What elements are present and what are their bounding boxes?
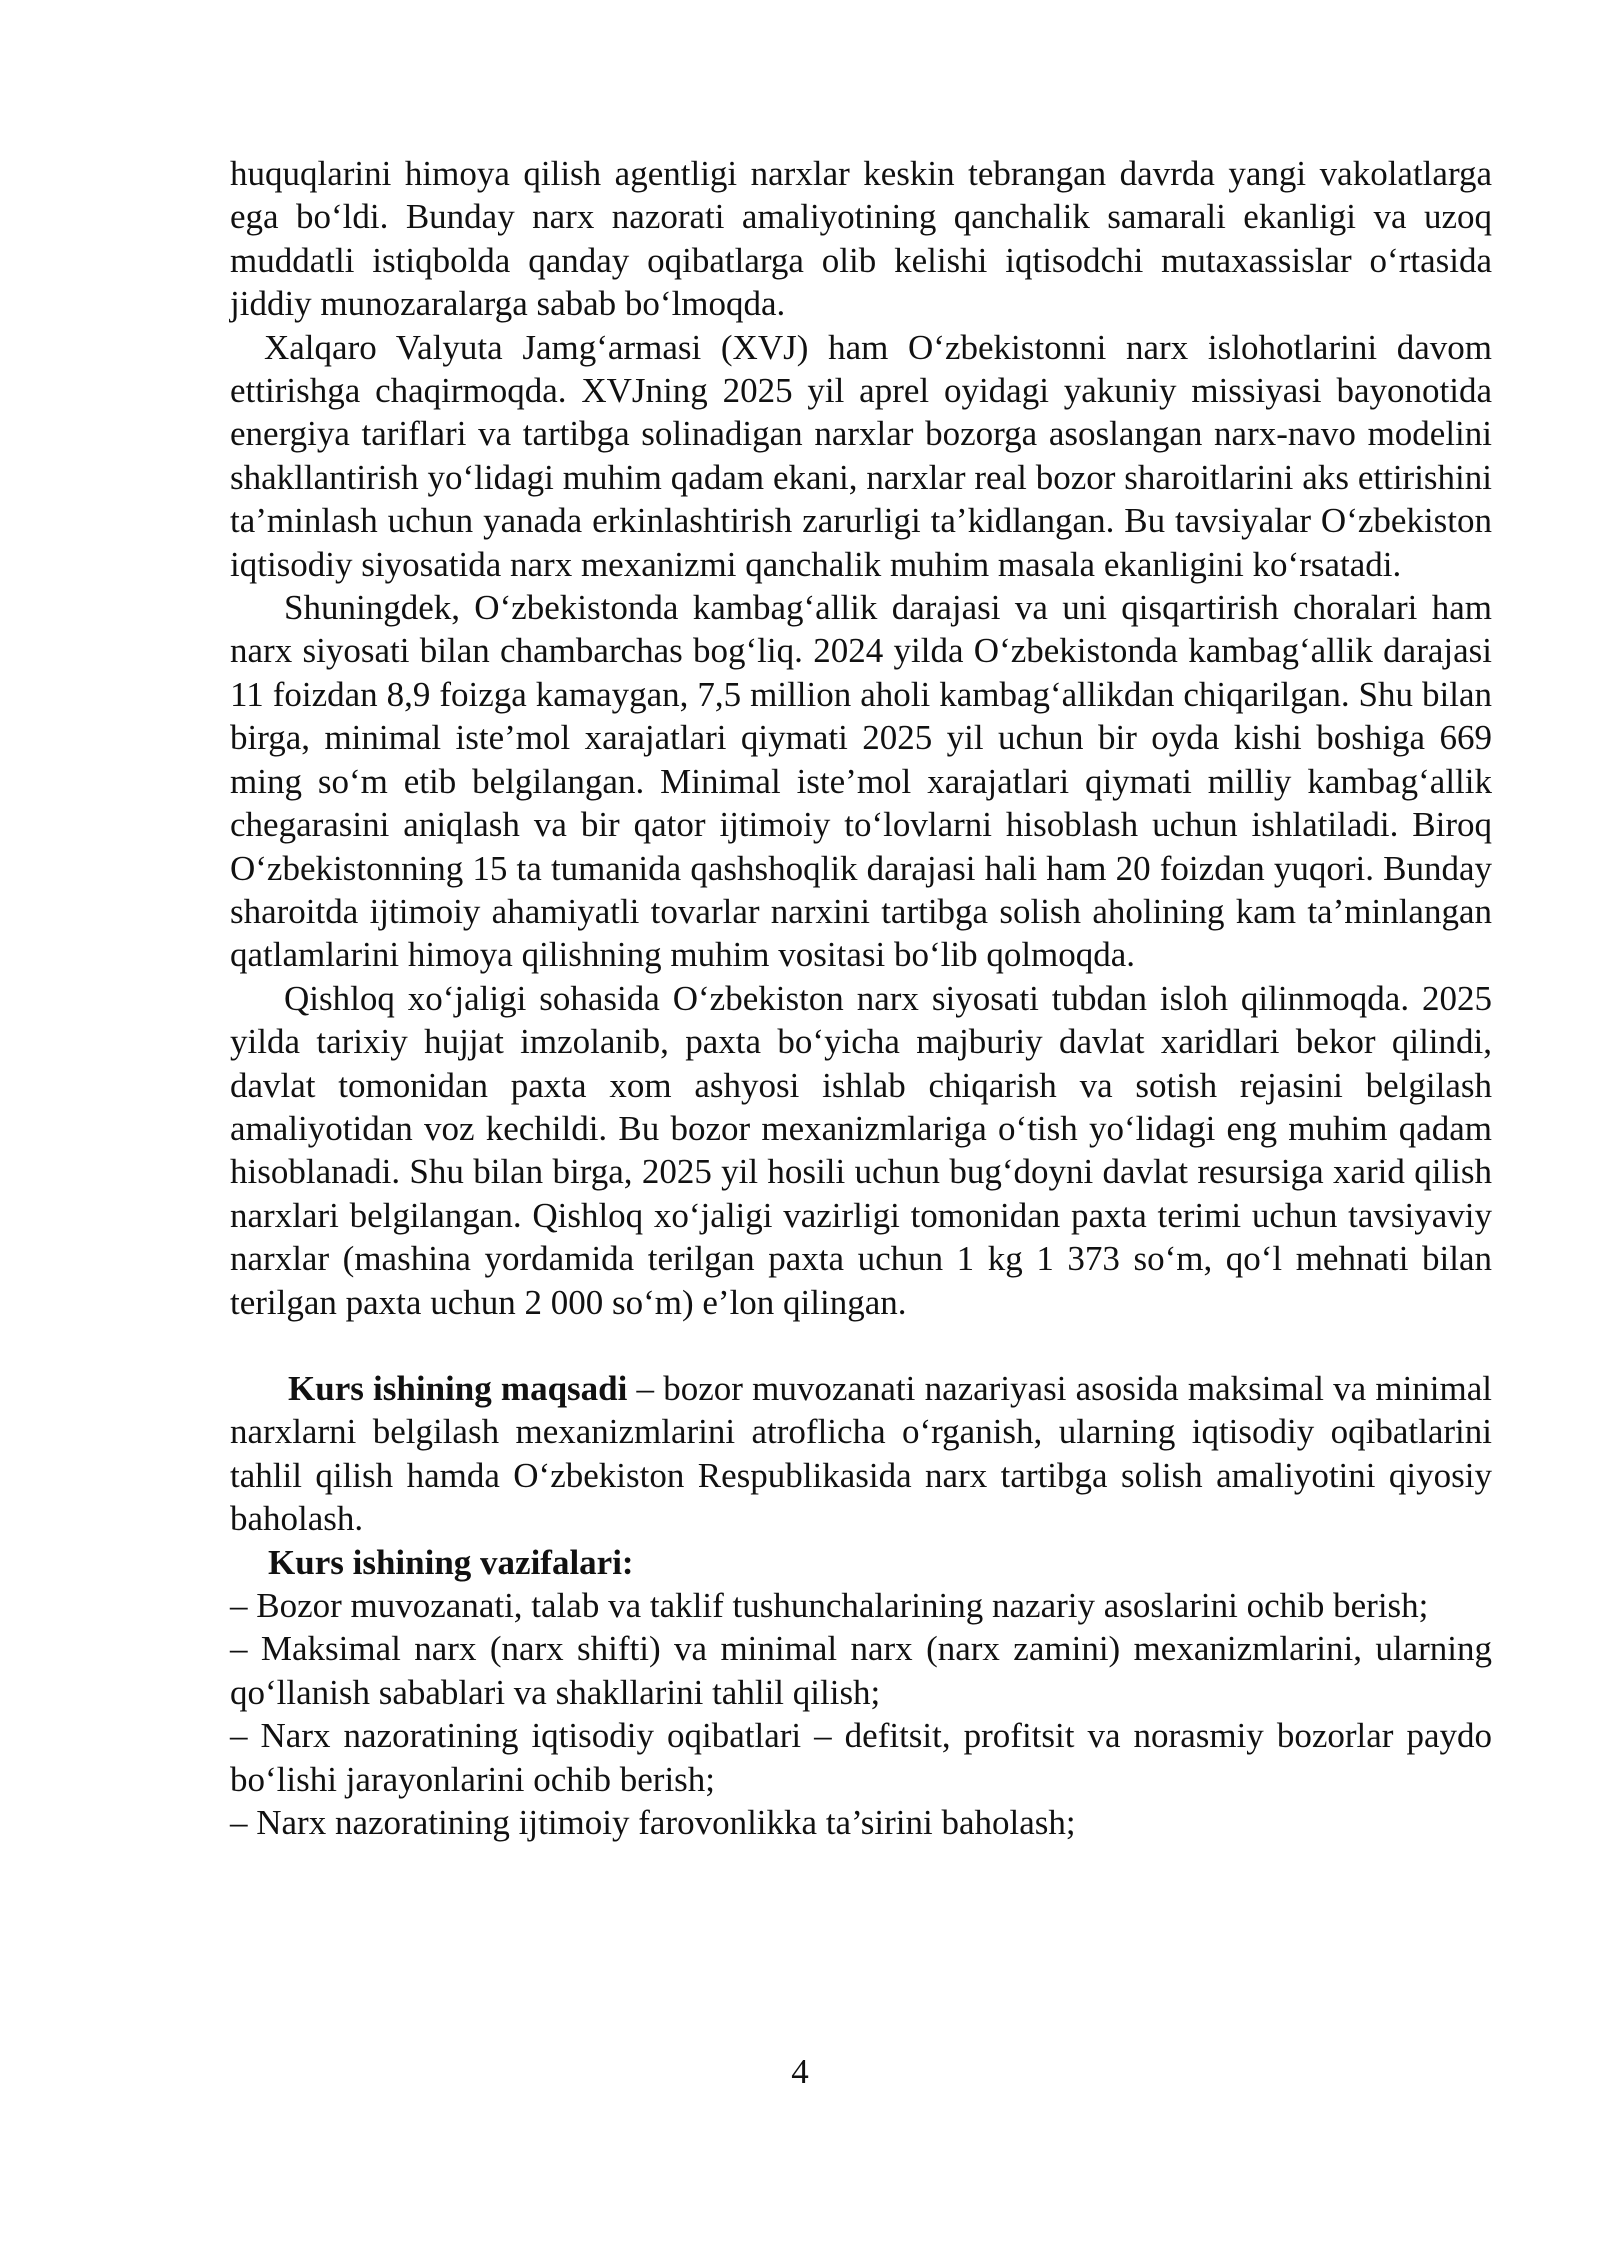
course-goal-text: – bozor muvozanati nazariyasi asosida maksimal va minimal narxlarni belgilash mexanizmlarini atroflicha oʻrganish, ularning iqtisodiy oqibatlarini tahlil qilish hamda Oʻzbekiston Respublikasida narx tartibga solish amaliyotini qiyosiy baholash.: [230, 1368, 1492, 1539]
paragraph-course-goal: [230, 1367, 1492, 1541]
paragraph-imf-recommendations: Xalqaro Valyuta Jamgʻarmasi (XVJ) ham Oʻzbekistonni narx islohotlarini davom ettirishga chaqirmoqda. XVJning 2025 yil aprel oyidagi yakuniy missiyasi bayonotida energiya tariflari va tartibga solinadigan narxlar bozorga asoslangan narx-navo modelini shakllantirish yoʻlidagi muhim qadam ekani, narxlar real bozor sharoitlarini aks ettirishini ta’minlash uchun yanada erkinlashtirish zarurligi ta’kidlangan. Bu tavsiyalar Oʻzbekiston iqtisodiy siyosatida narx mexanizmi qanchalik muhim masala ekanligini koʻrsatadi.: [230, 327, 1492, 584]
task-item: – Bozor muvozanati, talab va taklif tushunchalarining nazariy asoslarini ochib berish;: [230, 1586, 1429, 1625]
paragraph-poverty: Shuningdek, Oʻzbekistonda kambagʻallik darajasi va uni qisqartirish choralari ham narx siyosati bilan chambarchas bogʻliq. 2024 yilda Oʻzbekistonda kambagʻallik darajasi 11 foizdan 8,9 foizga kamaygan, 7,5 million aholi kambagʻallikdan chiqarilgan. Shu bilan birga, minimal iste’mol xarajatlari qiymati 2025 yil uchun bir oyda kishi boshiga 669 ming soʻm etib belgilangan. Minimal iste’mol xarajatlari qiymati milliy kambagʻallik chegarasini aniqlash va bir qator ijtimoiy toʻlovlarni hisoblash uchun ishlatiladi. Biroq Oʻzbekistonning 15 ta tumanida qashshoqlik darajasi hali ham 20 foizdan yuqori. Bunday sharoitda ijtimoiy ahamiyatli tovarlar narxini tartibga solish aholining kam ta’minlangan qatlamlarini himoya qilishning muhim vositasi boʻlib qolmoqda.: [230, 588, 1492, 975]
course-tasks-heading: Kurs ishining vazifalari:: [268, 1542, 634, 1582]
task-item: – Maksimal narx (narx shifti) va minimal narx (narx zamini) mexanizmlarini, ularning qoʻllanish sabablari va shakllarini tahlil qilish;: [230, 1629, 1492, 1712]
page-number: 4: [791, 2052, 809, 2091]
document-page: [230, 152, 1492, 1844]
paragraph-consumer-protection: huquqlarini himoya qilish agentligi narxlar keskin tebrangan davrda yangi vakolatlarga ega boʻldi. Bunday narx nazorati amaliyotining qanchalik samarali ekanligi va uzoq muddatli istiqbolda qanday oqibatlarga olib kelishi iqtisodchi mutaxassislar oʻrtasida jiddiy munozaralarga sabab boʻlmoqda.: [230, 154, 1492, 324]
task-item: – Narx nazoratining iqtisodiy oqibatlari – defitsit, profitsit va norasmiy bozorlar paydo boʻlishi jarayonlarini ochib berish;: [230, 1716, 1492, 1799]
course-tasks-list: [230, 1584, 1492, 1844]
task-item: – Narx nazoratining ijtimoiy farovonlikka ta’sirini baholash;: [230, 1803, 1076, 1843]
course-goal-label: Kurs ishining maqsadi: [288, 1368, 628, 1408]
paragraph-agriculture: Qishloq xoʻjaligi sohasida Oʻzbekiston narx siyosati tubdan isloh qilinmoqda. 2025 yilda tarixiy hujjat imzolanib, paxta boʻyicha majburiy davlat xaridlari bekor qilindi, davlat tomonidan paxta xom ashyosi ishlab chiqarish va sotish rejasini belgilash amaliyotidan voz kechildi. Bu bozor mexanizmlariga oʻtish yoʻlidagi eng muhim qadam hisoblanadi. Shu bilan birga, 2025 yil hosili uchun bugʻdoyni davlat resursiga xarid qilish narxlari belgilangan. Qishloq xoʻjaligi vazirligi tomonidan paxta terimi uchun tavsiyaviy narxlar (mashina yordamida terilgan paxta uchun 1 kg 1 373 soʻm, qoʻl mehnati bilan terilgan paxta uchun 2 000 soʻm) e’lon qilingan.: [230, 978, 1492, 1322]
